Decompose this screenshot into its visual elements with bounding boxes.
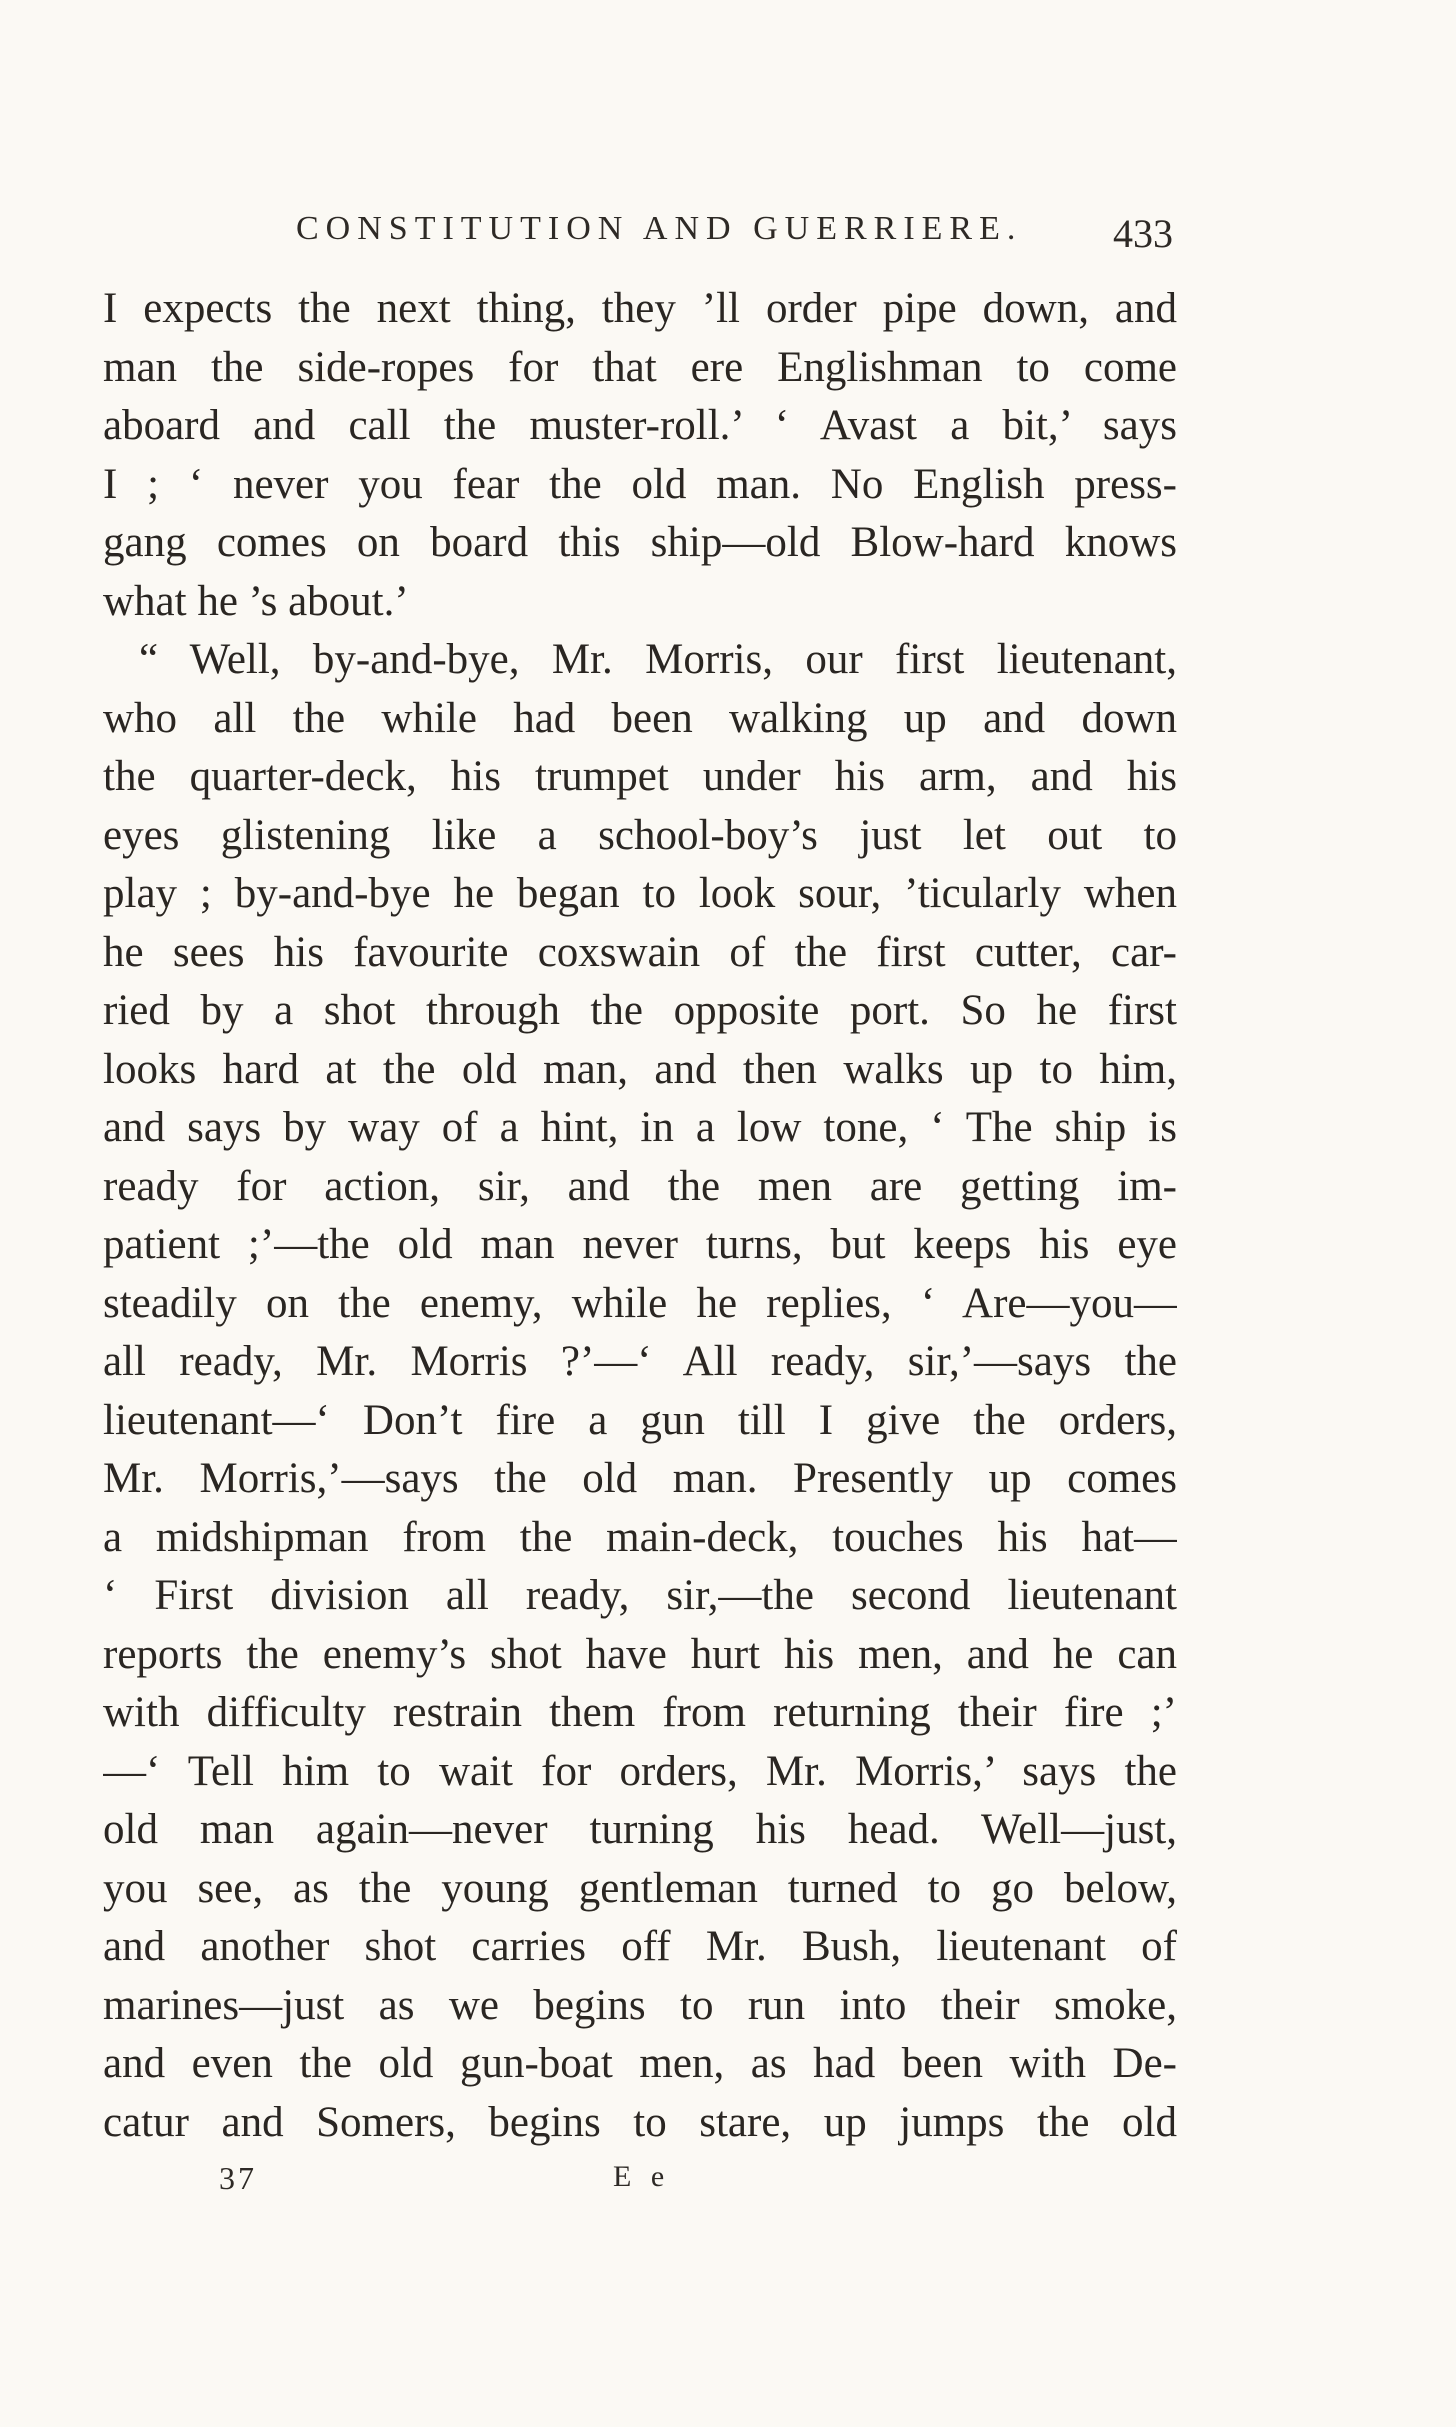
text-line: and even the old gun-boat men, as had been with De-	[103, 2040, 1177, 2087]
body-text	[103, 280, 1177, 2152]
text-line: old man again—never turning his head. Well—just,	[103, 1806, 1177, 1853]
text-line: I ; ‘ never you fear the old man. No English press-	[103, 460, 1177, 508]
text-line: all ready, Mr. Morris ?’—‘ All ready, sir,’—says the	[103, 1338, 1177, 1385]
text-line: patient ;’—the old man never turns, but keeps his eye	[103, 1221, 1177, 1268]
text-line: man the side-ropes for that ere Englishman to come	[103, 343, 1177, 391]
text-line: I expects the next thing, they ’ll order pipe down, and	[103, 285, 1177, 332]
text-line: and another shot carries off Mr. Bush, lieutenant of	[103, 1923, 1177, 1970]
text-line: Mr. Morris,’—says the old man. Presently up comes	[103, 1455, 1177, 1502]
paragraph-start-line: “ Well, by-and-bye, Mr. Morris, our first lieutenant,	[139, 636, 1177, 683]
text-line: lieutenant—‘ Don’t fire a gun till I give the orders,	[103, 1396, 1177, 1444]
text-line: reports the enemy’s shot have hurt his men, and he can	[103, 1630, 1177, 1678]
text-line: steadily on the enemy, while he replies, ‘ Are—you—	[103, 1279, 1177, 1327]
text-line: you see, as the young gentleman turned to go below,	[103, 1864, 1177, 1912]
text-line: looks hard at the old man, and then walks up to him,	[103, 1045, 1177, 1093]
text-line: what he ’s about.’	[103, 577, 409, 625]
gathering-mark: E e	[613, 2160, 671, 2193]
text-line: play ; by-and-bye he began to look sour, ’ticularly when	[103, 870, 1177, 917]
text-line: he sees his favourite coxswain of the first cutter, car-	[103, 928, 1177, 976]
text-line: gang comes on board this ship—old Blow-hard knows	[103, 519, 1177, 566]
text-line: with difficulty restrain them from returning their fire ;’	[103, 1689, 1177, 1736]
running-title: CONSTITUTION AND GUERRIERE.	[296, 210, 1023, 247]
text-line: marines—just as we begins to run into their smoke,	[103, 1981, 1177, 2029]
text-line: aboard and call the muster-roll.’ ‘ Avast a bit,’ says	[103, 402, 1177, 449]
text-line: and says by way of a hint, in a low tone, ‘ The ship is	[103, 1104, 1177, 1151]
text-line: the quarter-deck, his trumpet under his arm, and his	[103, 753, 1177, 800]
text-line: —‘ Tell him to wait for orders, Mr. Morris,’ says the	[103, 1747, 1177, 1795]
signature-number: 37	[219, 2160, 257, 2196]
text-line: a midshipman from the main-deck, touches his hat—	[103, 1513, 1177, 1561]
text-line: catur and Somers, begins to stare, up jumps the old	[103, 2098, 1177, 2146]
page-number: 433	[1113, 211, 1173, 256]
text-line: ready for action, sir, and the men are getting im-	[103, 1162, 1177, 1210]
text-line: eyes glistening like a school-boy’s just let out to	[103, 811, 1177, 859]
text-line: who all the while had been walking up and down	[103, 694, 1177, 742]
text-line: ‘ First division all ready, sir,—the second lieutenant	[103, 1572, 1177, 1619]
text-line: ried by a shot through the opposite port. So he first	[103, 987, 1177, 1034]
